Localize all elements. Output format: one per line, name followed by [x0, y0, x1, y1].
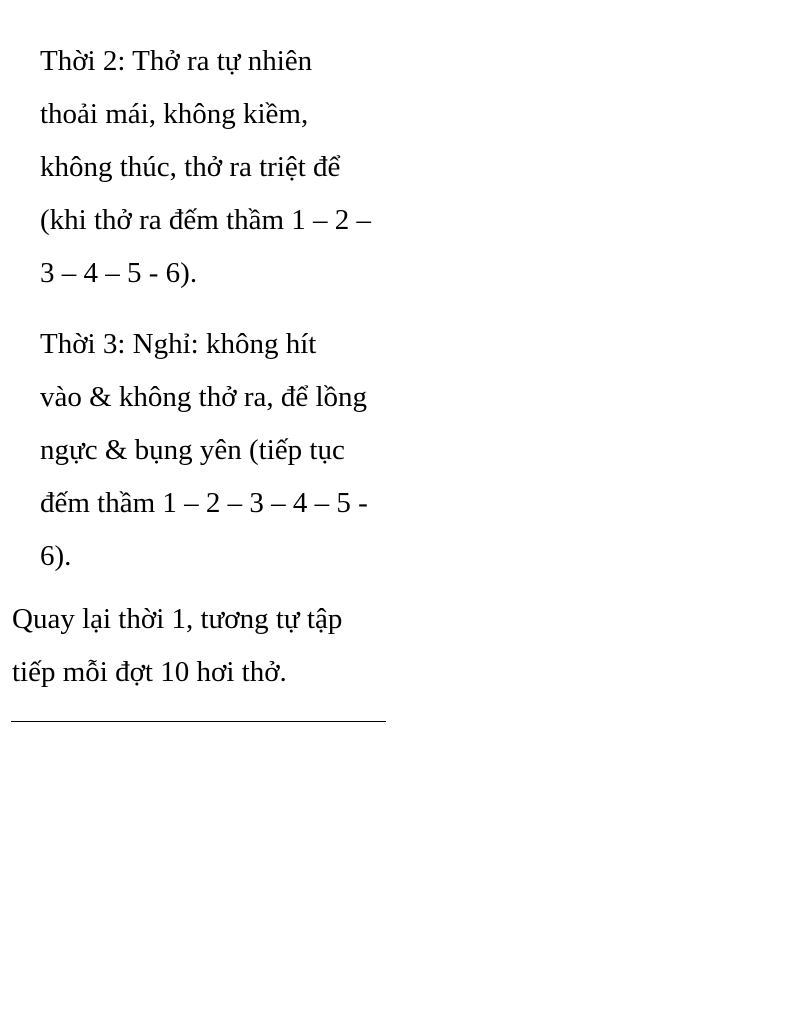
- paragraph-breath-phase-3: [12, 318, 412, 583]
- paragraph-repeat-instruction: [12, 593, 412, 699]
- text-line: thoải mái, không kiềm,: [40, 98, 309, 130]
- text-line: Thời 2: Thở ra tự nhiên: [40, 45, 313, 77]
- horizontal-divider: [11, 721, 386, 722]
- document-body: [12, 35, 412, 699]
- text-line: Thời 3: Nghỉ: không hít: [40, 328, 317, 360]
- paragraph-breath-phase-2: [12, 35, 412, 300]
- text-line: đếm thầm 1 – 2 – 3 – 4 – 5 -: [40, 487, 368, 519]
- text-line: Quay lại thời 1, tương tự tập: [12, 603, 343, 635]
- text-line: 6).: [40, 540, 72, 572]
- text-line: ngực & bụng yên (tiếp tục: [40, 434, 345, 466]
- text-line: không thúc, thở ra triệt để: [40, 151, 341, 183]
- text-line: 3 – 4 – 5 - 6).: [40, 257, 198, 289]
- text-line: tiếp mỗi đợt 10 hơi thở.: [12, 656, 287, 688]
- text-line: vào & không thở ra, để lồng: [40, 381, 368, 413]
- text-line: (khi thở ra đếm thầm 1 – 2 –: [40, 204, 372, 236]
